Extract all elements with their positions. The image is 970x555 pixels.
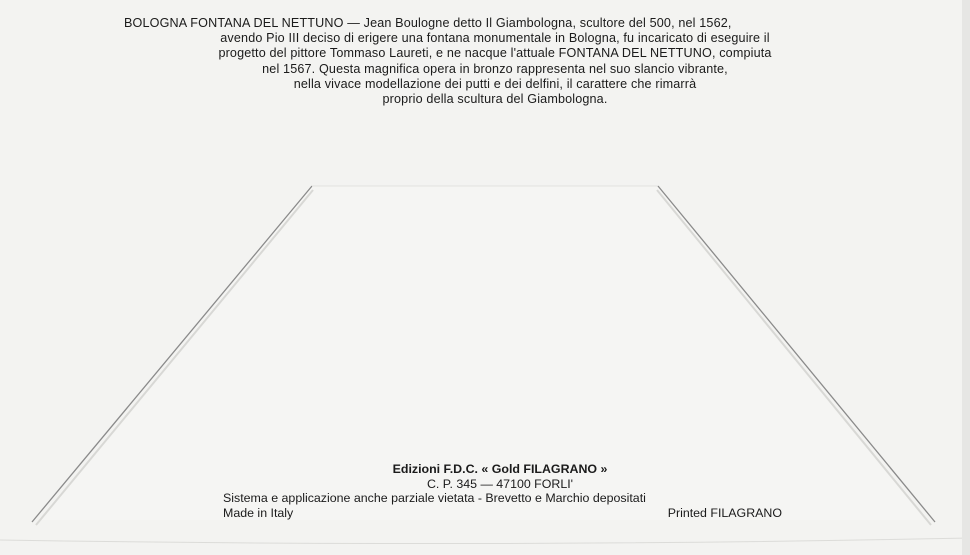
publisher-imprint (220, 462, 790, 520)
imprint-footer-row (220, 506, 790, 521)
description-line: proprio della scultura del Giambologna. (382, 92, 608, 107)
description-line: BOLOGNA FONTANA DEL NETTUNO — Jean Boulogne detto Il Giambologna, scultore del 500, nel 1562, (124, 16, 732, 30)
fountain-description (110, 16, 880, 107)
publisher-address: C. P. 345 — 47100 FORLI' (426, 476, 574, 491)
description-line: progetto del pittore Tommaso Laureti, e ne nacque l'attuale FONTANA DEL NETTUNO, compiuta (218, 46, 772, 61)
description-line: nella vivace modellazione dei putti e dei delfini, il carattere che rimarrà (293, 76, 697, 91)
rights-notice: Sistema e applicazione anche parziale vietata - Brevetto e Marchio depositati (223, 491, 646, 506)
printer-label: Printed FILAGRANO (667, 505, 782, 520)
bottom-edge (0, 538, 970, 544)
description-line: nel 1567. Questa magnifica opera in bronzo rappresenta nel suo slancio vibrante, (262, 61, 728, 76)
right-edge-shadow (962, 0, 970, 555)
description-line: avendo Pio III deciso di erigere una fontana monumentale in Bologna, fu incaricato di eseguire il (220, 31, 770, 46)
publisher-name: Edizioni F.D.C. « Gold FILAGRANO » (392, 462, 608, 476)
origin-label: Made in Italy (223, 505, 294, 520)
